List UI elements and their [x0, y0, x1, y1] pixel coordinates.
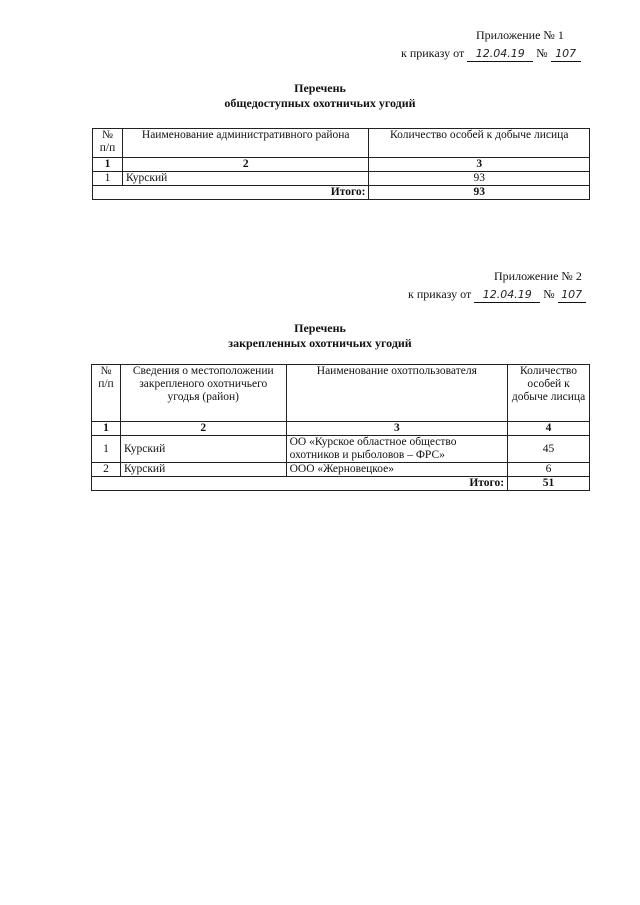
- column-number: 4: [508, 422, 590, 436]
- total-value: 51: [508, 477, 590, 491]
- appendix1-heading: Перечень: [294, 81, 346, 95]
- column-number: 2: [120, 422, 286, 436]
- order-number-handwritten: 107: [551, 46, 581, 62]
- header-cell: Сведения о местоположении закрепленого охотничьего угодья (район): [120, 365, 286, 422]
- hunting-user-name: ОО «Курское областное общество охотников и рыболовов – ФРС»: [286, 436, 507, 463]
- column-number: 2: [122, 158, 369, 172]
- order-prefix: к приказу от: [401, 46, 465, 60]
- appendix1-order-line: [401, 46, 581, 62]
- assigned-grounds-table: [91, 364, 590, 491]
- header-cell: № п/п: [93, 129, 123, 158]
- public-grounds-table: [92, 128, 590, 200]
- column-number-row: [92, 422, 590, 436]
- appendix2-subheading: закрепленных охотничьих угодий: [228, 336, 412, 350]
- table-header-row: [92, 365, 590, 422]
- table-row: [92, 463, 590, 477]
- total-label: Итого:: [93, 186, 369, 200]
- table-row: [92, 436, 590, 463]
- row-number: 1: [92, 436, 121, 463]
- header-cell: Количество особей к добыче лисица: [369, 129, 590, 158]
- order-prefix: к приказу от: [408, 287, 472, 301]
- district-name: Курский: [120, 436, 286, 463]
- column-number: 3: [369, 158, 590, 172]
- total-label: Итого:: [92, 477, 508, 491]
- appendix1-title: Приложение № 1: [476, 28, 564, 42]
- appendix2-heading: Перечень: [294, 321, 346, 335]
- column-number-row: [93, 158, 590, 172]
- number-sign: №: [543, 287, 555, 301]
- header-cell: Количество особей к добыче лисица: [508, 365, 590, 422]
- column-number: 1: [93, 158, 123, 172]
- header-cell: Наименование административного района: [122, 129, 369, 158]
- row-number: 1: [93, 172, 123, 186]
- fox-count: 45: [508, 436, 590, 463]
- number-sign: №: [536, 46, 548, 60]
- table-header-row: [93, 129, 590, 158]
- total-row: [93, 186, 590, 200]
- total-value: 93: [369, 186, 590, 200]
- district-name: Курский: [122, 172, 369, 186]
- appendix1-subheading: общедоступных охотничьих угодий: [224, 96, 416, 110]
- header-cell: Наименование охотпользователя: [286, 365, 507, 422]
- order-date-handwritten: 12.04.19: [474, 287, 540, 303]
- fox-count: 6: [508, 463, 590, 477]
- fox-count: 93: [369, 172, 590, 186]
- header-cell: № п/п: [92, 365, 121, 422]
- column-number: 3: [286, 422, 507, 436]
- row-number: 2: [92, 463, 121, 477]
- order-date-handwritten: 12.04.19: [467, 46, 533, 62]
- order-number-handwritten: 107: [558, 287, 586, 303]
- table-row: [93, 172, 590, 186]
- total-row: [92, 477, 590, 491]
- column-number: 1: [92, 422, 121, 436]
- appendix2-order-line: [408, 287, 586, 303]
- hunting-user-name: ООО «Жерновецкое»: [286, 463, 507, 477]
- appendix2-title: Приложение № 2: [494, 269, 582, 283]
- district-name: Курский: [120, 463, 286, 477]
